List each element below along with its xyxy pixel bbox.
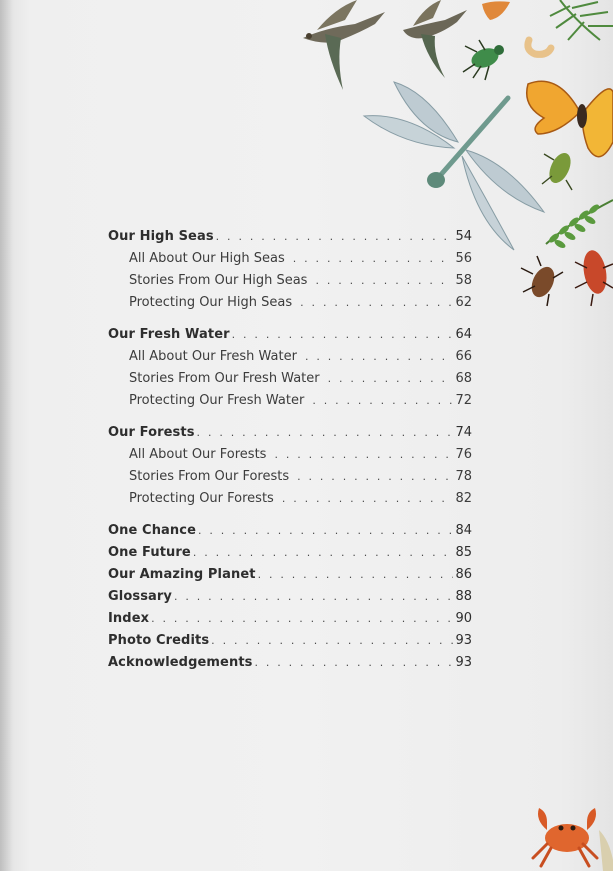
toc-chapter-entry-page-number: 93 <box>455 655 472 670</box>
toc-subentry[interactable] <box>108 371 472 393</box>
toc-subentry-page-number: 82 <box>455 491 472 506</box>
toc-subentry[interactable] <box>108 393 472 415</box>
toc-subentry-label: Stories From Our Forests <box>129 469 290 484</box>
dot-leader <box>174 590 453 603</box>
toc-chapter-entry-page-number: 84 <box>455 523 472 538</box>
larva-icon <box>528 40 551 54</box>
toc-chapter-entry-label: Our Fresh Water <box>108 327 230 342</box>
toc-subentry-page-number: 58 <box>455 273 472 288</box>
leaf-icon <box>482 1 510 20</box>
toc-subentry-label: All About Our Fresh Water <box>129 349 297 364</box>
dot-leader <box>312 394 453 407</box>
toc-section <box>108 229 472 317</box>
toc-chapter-entry-page-number: 85 <box>455 545 472 560</box>
dot-leader <box>254 656 453 669</box>
toc-subentry-label: Protecting Our High Seas <box>129 295 293 310</box>
toc-chapter-entry[interactable] <box>108 567 472 589</box>
dot-leader <box>193 546 454 559</box>
crab-icon <box>533 808 613 871</box>
toc-subentry-page-number: 78 <box>455 469 472 484</box>
toc-chapter-entry-label: Index <box>108 611 150 626</box>
dot-leader <box>258 568 454 581</box>
toc-chapter-entry[interactable] <box>108 545 472 567</box>
toc-subentry-label: Stories From Our Fresh Water <box>129 371 320 386</box>
toc-chapter-entry[interactable] <box>108 611 472 633</box>
toc-chapter-entry[interactable] <box>108 327 472 349</box>
toc-subentry[interactable] <box>108 273 472 295</box>
toc-chapter-entry[interactable] <box>108 229 472 251</box>
toc-subentry[interactable] <box>108 349 472 371</box>
toc-subentry-label: Protecting Our Fresh Water <box>129 393 305 408</box>
dot-leader <box>198 524 453 537</box>
toc-chapter-entry-label: One Chance <box>108 523 196 538</box>
toc-chapter-entry[interactable] <box>108 589 472 611</box>
toc-chapter-entry-page-number: 86 <box>455 567 472 582</box>
toc-chapter-entry-page-number: 93 <box>455 633 472 648</box>
toc-subentry-page-number: 68 <box>455 371 472 386</box>
toc-chapter-entry-page-number: 90 <box>455 611 472 626</box>
dot-leader <box>305 350 454 363</box>
beetles-illustration <box>515 238 613 313</box>
toc-section <box>108 327 472 415</box>
toc-chapter-entry-label: Acknowledgements <box>108 655 253 670</box>
dot-leader <box>297 470 453 483</box>
toc-chapter-entry-label: Our High Seas <box>108 229 214 244</box>
dot-leader <box>293 252 454 265</box>
toc-chapter-entry-page-number: 88 <box>455 589 472 604</box>
dot-leader <box>315 274 453 287</box>
dot-leader <box>232 328 454 341</box>
beetle-icon <box>521 256 563 306</box>
toc-chapter-entry[interactable] <box>108 523 472 545</box>
toc-chapter-entry-label: Our Amazing Planet <box>108 567 256 582</box>
toc-subentry[interactable] <box>108 491 472 513</box>
toc-back-matter <box>108 523 472 677</box>
beetle-icon <box>575 248 613 306</box>
toc-subentry-page-number: 56 <box>455 251 472 266</box>
dot-leader <box>328 372 454 385</box>
toc-chapter-entry-page-number: 64 <box>455 327 472 342</box>
table-of-contents <box>108 229 472 687</box>
dot-leader <box>211 634 453 647</box>
dot-leader <box>282 492 454 505</box>
page-gutter-shadow <box>0 0 14 871</box>
crab-illustration <box>525 800 613 871</box>
toc-subentry-page-number: 72 <box>455 393 472 408</box>
dot-leader <box>197 426 454 439</box>
toc-subentry-label: Stories From Our High Seas <box>129 273 308 288</box>
toc-subentry[interactable] <box>108 251 472 273</box>
toc-chapter-entry[interactable] <box>108 633 472 655</box>
toc-chapter-entry-page-number: 54 <box>455 229 472 244</box>
beetle-icon <box>542 150 575 190</box>
toc-subentry-page-number: 62 <box>455 295 472 310</box>
dot-leader <box>151 612 453 625</box>
toc-chapter-entry-label: Our Forests <box>108 425 195 440</box>
toc-subentry-label: All About Our Forests <box>129 447 267 462</box>
dot-leader <box>274 448 453 461</box>
toc-chapter-entry-page-number: 74 <box>455 425 472 440</box>
toc-subentry[interactable] <box>108 295 472 317</box>
toc-subentry-page-number: 66 <box>455 349 472 364</box>
toc-chapter-entry[interactable] <box>108 425 472 447</box>
toc-chapter-entry-label: Glossary <box>108 589 172 604</box>
toc-chapter-entry[interactable] <box>108 655 472 677</box>
dot-leader <box>300 296 453 309</box>
toc-subentry[interactable] <box>108 469 472 491</box>
toc-subentry-page-number: 76 <box>455 447 472 462</box>
toc-chapter-entry-label: Photo Credits <box>108 633 210 648</box>
toc-subentry-label: All About Our High Seas <box>129 251 285 266</box>
toc-subentry[interactable] <box>108 447 472 469</box>
toc-section <box>108 425 472 513</box>
dot-leader <box>216 230 454 243</box>
toc-chapter-entry-label: One Future <box>108 545 191 560</box>
toc-subentry-label: Protecting Our Forests <box>129 491 274 506</box>
